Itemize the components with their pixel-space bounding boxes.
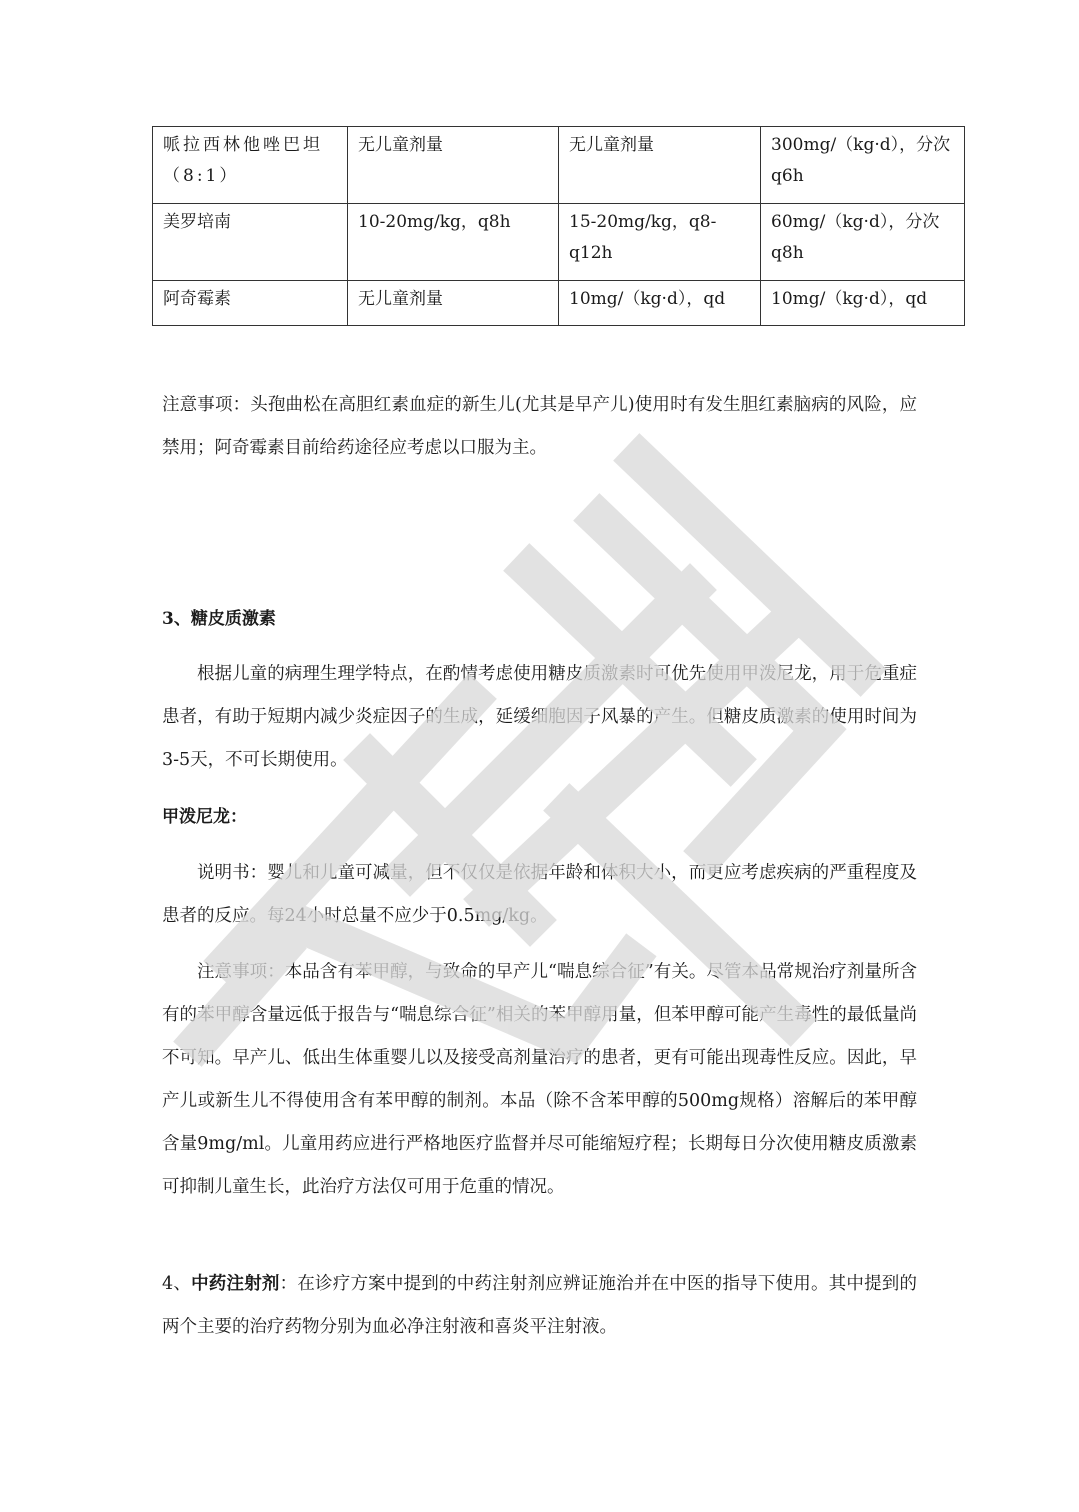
drug-name-cell: 哌拉西林他唑巴坦（8:1） bbox=[153, 127, 348, 204]
section-4-label: 中药注射剂 bbox=[191, 1274, 280, 1294]
dose-cell: 10mg/（kg·d），qd bbox=[559, 281, 761, 326]
table-row bbox=[153, 204, 965, 281]
ceftriaxone-note: 注意事项：头孢曲松在高胆红素血症的新生儿(尤其是早产儿)使用时有发生胆红素脑病的风险，应禁用；阿奇霉素目前给药途径应考虑以口服为主。 bbox=[162, 395, 917, 458]
dose-cell: 15-20mg/kg，q8-q12h bbox=[559, 204, 761, 281]
dose-cell: 60mg/（kg·d），分次q8h bbox=[761, 204, 965, 281]
section-4-body: ：在诊疗方案中提到的中药注射剂应辨证施治并在中医的指导下使用。其中提到的两个主要的治疗药物分别为血必净注射液和喜炎平注射液。 bbox=[162, 1274, 918, 1337]
dosage-table bbox=[152, 126, 965, 326]
section-3-heading: 3、糖皮质激素 bbox=[162, 609, 276, 629]
drug-name-cell: 美罗培南 bbox=[153, 204, 348, 281]
dose-cell: 10mg/（kg·d），qd bbox=[761, 281, 965, 326]
section-4-paragraph bbox=[162, 1263, 917, 1349]
instructions-paragraph: 说明书：婴儿和儿童可减量，但不仅仅是依据年龄和体积大小，而更应考虑疾病的严重程度及患者的反应。每24小时总量不应少于0.5mg/kg。 bbox=[162, 863, 917, 926]
methylprednisolone-heading: 甲泼尼龙： bbox=[162, 807, 247, 827]
section-4-prefix: 4、 bbox=[162, 1274, 192, 1294]
dose-cell: 300mg/（kg·d），分次q6h bbox=[761, 127, 965, 204]
dose-cell: 无儿童剂量 bbox=[559, 127, 761, 204]
section-3-body: 根据儿童的病理生理学特点，在酌情考虑使用糖皮质激素时可优先使用甲泼尼龙，用于危重症患者，有助于短期内减少炎症因子的生成，延缓细胞因子风暴的产生。但糖皮质激素的使用时间为3-5天，不可长期使用。 bbox=[162, 664, 917, 770]
drug-name-cell: 阿奇霉素 bbox=[153, 281, 348, 326]
dose-cell: 无儿童剂量 bbox=[348, 127, 559, 204]
table-row bbox=[153, 127, 965, 204]
dose-cell: 无儿童剂量 bbox=[348, 281, 559, 326]
precautions-paragraph: 注意事项：本品含有苯甲醇，与致命的早产儿“喘息综合征”有关。尽管本品常规治疗剂量所含有的苯甲醇含量远低于报告与“喘息综合征”相关的苯甲醇用量，但苯甲醇可能产生毒性的最低量尚不可知。早产儿、低出生体重婴儿以及接受高剂量治疗的患者，更有可能出现毒性反应。因此，早产儿或新生儿不得使用含有苯甲醇的制剂。本品（除不含苯甲醇的500mg规格）溶解后的苯甲醇含量9mg/ml。儿童用药应进行严格地医疗监督并尽可能缩短疗程；长期每日分次使用糖皮质激素可抑制儿童生长，此治疗方法仅可用于危重的情况。 bbox=[162, 962, 917, 1197]
table-row bbox=[153, 281, 965, 326]
dose-cell: 10-20mg/kg，q8h bbox=[348, 204, 559, 281]
